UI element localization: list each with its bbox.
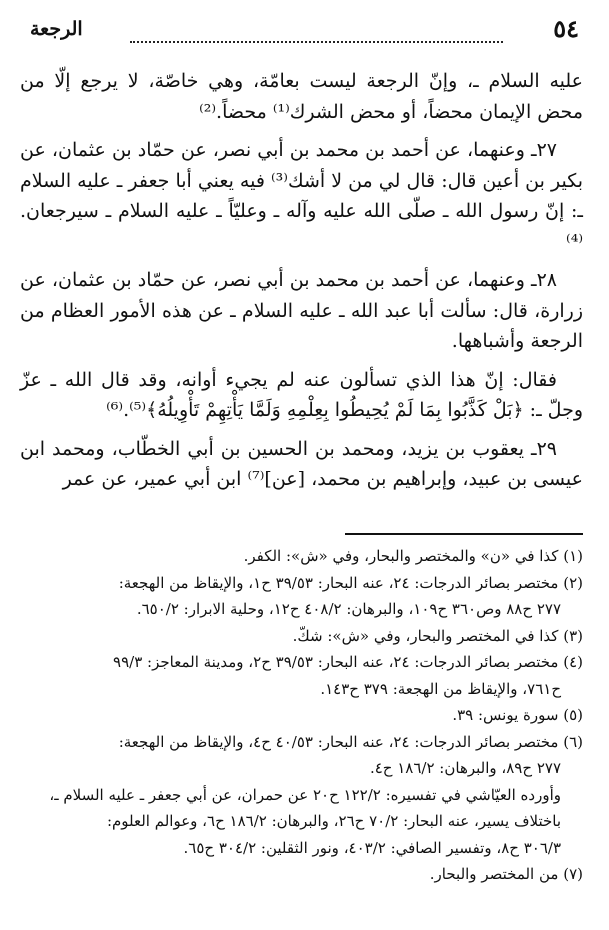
footnote-line: ح٧٦١، والإيقاظ من الهجعة: ٣٧٩ ح١٤٣. bbox=[320, 679, 561, 698]
footnotes bbox=[20, 543, 583, 888]
footnote-line: ٢٧٧ ح٨٩، والبرهان: ١٨٦/٢ ح٤. bbox=[369, 759, 561, 777]
footnote-divider bbox=[345, 533, 583, 535]
footnote-line: (٣) كذا في المختصر والبحار، وفي «ش»: شكّ. bbox=[292, 626, 583, 645]
footnote-line: باختلاف يسير، عنه البحار: ٧٠/٢ ح٢٦، والبرهان: ١٨٦/٢ ح٦، وعوالم العلوم: bbox=[106, 812, 561, 830]
footnote-line: (٤) مختصر بصائر الدرجات: ٢٤، عنه البحار: ٣٩/٥٣ ح٢، ومدينة المعاجز: ٩٩/٣ bbox=[113, 653, 583, 671]
chapter-title: الرجعة bbox=[30, 18, 83, 40]
paragraph: ٢٨ـ وعنهما، عن أحمد بن محمد بن أبي نصر، عن حمّاد بن عثمان، عن زرارة، قال: سألت أبا عبد الله ـ عليه السلام ـ عن هذه الأمور العظام من الرجعة وأشباهها. bbox=[20, 269, 583, 352]
footnote-line: (١) كذا في «ن» والمختصر والبحار، وفي «ش»: الكفر. bbox=[243, 547, 583, 565]
header-dotted-rule bbox=[130, 41, 503, 43]
page-number: ٥٤ bbox=[553, 14, 579, 43]
paragraph: فقال: إنّ هذا الذي تسألون عنه لم يجيء أوانه، وقد قال الله ـ عزّ وجلّ ـ: ﴿بَلْ كَذَّبُوا بِمَا لَمْ يُحِيطُوا بِعِلْمِهِ وَلَمَّا يَأْتِهِمْ تَأْوِيلُهُ﴾⁽⁵⁾.⁽⁶⁾ bbox=[20, 368, 583, 421]
footnote-line: (٥) سورة يونس: ٣٩. bbox=[452, 706, 583, 724]
footnote-line: ٣٠٦/٣ ح٨، وتفسير الصافي: ٤٠٣/٢، ونور الثقلين: ٣٠٤/٢ ح٦٥. bbox=[183, 838, 561, 857]
footnote-line: ٢٧٧ ح٨٨ وص٣٦٠ ح١٠٩، والبرهان: ٤٠٨/٢ ح١٢، وحلية الابرار: ٦٥٠/٢. bbox=[136, 600, 561, 618]
footnote-line: (٦) مختصر بصائر الدرجات: ٢٤، عنه البحار: ٤٠/٥٣ ح٤، والإيقاظ من الهجعة: bbox=[118, 732, 583, 751]
running-header bbox=[28, 14, 581, 58]
footnote-line: (٧) من المختصر والبحار. bbox=[429, 865, 583, 883]
main-text bbox=[20, 66, 583, 503]
footnote-line: وأورده العيّاشي في تفسيره: ١٢٢/٢ ح٢٠ عن حمران، عن أبي جعفر ـ عليه السلام ـ، bbox=[49, 785, 561, 804]
paragraph: عليه السلام ـ، وإنّ الرجعة ليست بعامّة، وهي خاصّة، لا يرجع إلّا من محض الإيمان محضاً، أو محض الشرك⁽¹⁾ محضاً.⁽²⁾ bbox=[20, 70, 583, 123]
footnote-line: (٢) مختصر بصائر الدرجات: ٢٤، عنه البحار: ٣٩/٥٣ ح١، والإيقاظ من الهجعة: bbox=[118, 573, 583, 592]
paragraph: ٢٧ـ وعنهما، عن أحمد بن محمد بن أبي نصر، عن حمّاد بن عثمان، عن بكير بن أعين قال: قال لي من لا أشك⁽³⁾ فيه يعني أبا جعفر ـ عليه السلام ـ: إنّ رسول الله ـ صلّى الله عليه وآله ـ وعليّاً ـ عليه السلام ـ سيرجعان.⁽⁴⁾ bbox=[20, 139, 583, 253]
paragraph: ٢٩ـ يعقوب بن يزيد، ومحمد بن الحسين بن أبي الخطّاب، ومحمد ابن عيسى بن عبيد، وإبراهيم بن محمد، [عن]⁽⁷⁾ ابن أبي عمير، عن عمر bbox=[20, 437, 583, 490]
